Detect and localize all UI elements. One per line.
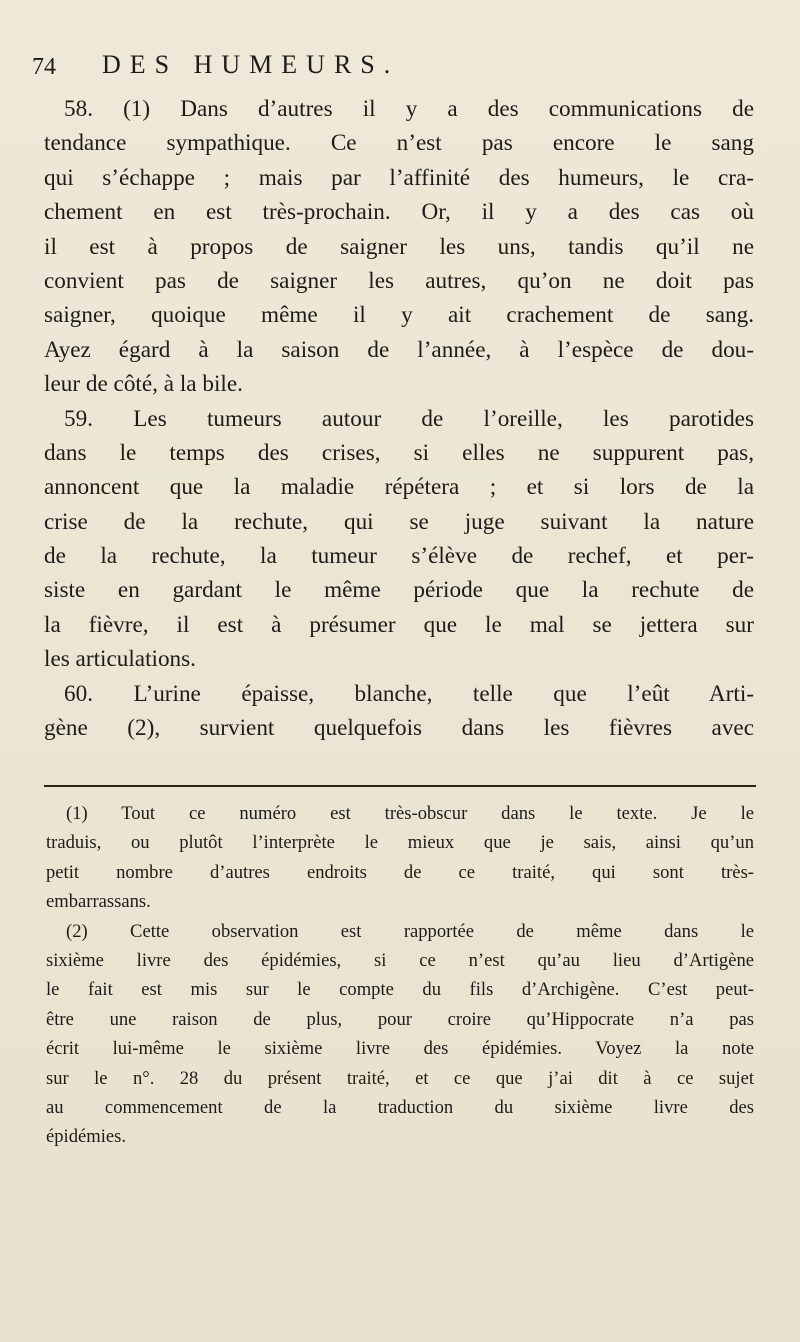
page-number: 74: [32, 54, 56, 80]
footnote-2-line: au commencement de la traduction du sixième livre des: [46, 1096, 754, 1118]
paragraph-58-line: 58. (1) Dans d’autres il y a des communications de: [64, 96, 754, 122]
footnote-2-line: le fait est mis sur le compte du fils d’Archigène. C’est peut-: [46, 979, 754, 1001]
paragraph-59-line: crise de la rechute, qui se juge suivant la nature: [44, 508, 754, 535]
footnote-2-line: écrit lui-même le sixième livre des épidémies. Voyez la note: [46, 1038, 754, 1060]
running-title: DES HUMEURS.: [102, 50, 400, 79]
paragraph-58-line: tendance sympathique. Ce n’est pas encore le sang: [44, 130, 754, 157]
paragraph-59-line: les articulations.: [44, 646, 196, 673]
paragraph-59-line: annoncent que la maladie répétera ; et si lors de la: [44, 474, 754, 501]
footnote-1-line: (1) Tout ce numéro est très-obscur dans le texte. Je le: [66, 803, 754, 824]
footnote-1-line: embarrassans.: [46, 891, 151, 913]
paragraph-58-line: convient pas de saigner les autres, qu’on ne doit pas: [44, 267, 754, 294]
footnote-divider: [44, 785, 756, 787]
paragraph-59-line: 59. Les tumeurs autour de l’oreille, les parotides: [64, 405, 754, 432]
main-text: [44, 92, 754, 745]
paragraph-58-line: il est à propos de saigner les uns, tandis qu’il ne: [44, 233, 754, 260]
footnote-2-line: épidémies.: [46, 1126, 127, 1148]
paragraph-59-line: dans le temps des crises, si elles ne suppurent pas,: [44, 439, 754, 466]
paragraph-58-line: saigner, quoique même il y ait crachement de sang.: [44, 302, 754, 329]
footnote-2-line: (2) Cette observation est rapportée de même dans le: [66, 920, 754, 942]
paragraph-58-line: qui s’échappe ; mais par l’affinité des humeurs, le cra-: [44, 164, 754, 191]
paragraph-58-line: chement en est très-prochain. Or, il y a des cas où: [44, 199, 754, 226]
footnote-2-line: être une raison de plus, pour croire qu’Hippocrate n’a pas: [46, 1008, 754, 1030]
paragraph-59-line: la fièvre, il est à présumer que le mal se jettera sur: [44, 611, 754, 638]
paragraph-60-line: 60. L’urine épaisse, blanche, telle que l’eût Arti-: [64, 680, 754, 707]
footnote-2-line: sur le n°. 28 du présent traité, et ce que j’ai dit à ce sujet: [46, 1067, 754, 1089]
paragraph-60-line: gène (2), survient quelquefois dans les fièvres avec: [44, 715, 754, 742]
footnote-1-line: traduis, ou plutôt l’interprète le mieux que je sais, ainsi qu’un: [46, 832, 754, 854]
footnote-1-line: petit nombre d’autres endroits de ce traité, qui sont très-: [46, 861, 754, 883]
paragraph-58-line: leur de côté, à la bile.: [44, 371, 243, 398]
paragraph-58-line: Ayez égard à la saison de l’année, à l’espèce de dou-: [44, 336, 754, 363]
paragraph-59-line: siste en gardant le même période que la rechute de: [44, 577, 754, 604]
paragraph-59-line: de la rechute, la tumeur s’élève de rechef, et per-: [44, 543, 754, 570]
footnotes: [46, 799, 754, 1152]
footnote-2-line: sixième livre des épidémies, si ce n’est qu’au lieu d’Artigène: [46, 949, 754, 971]
page-header: [32, 50, 762, 86]
